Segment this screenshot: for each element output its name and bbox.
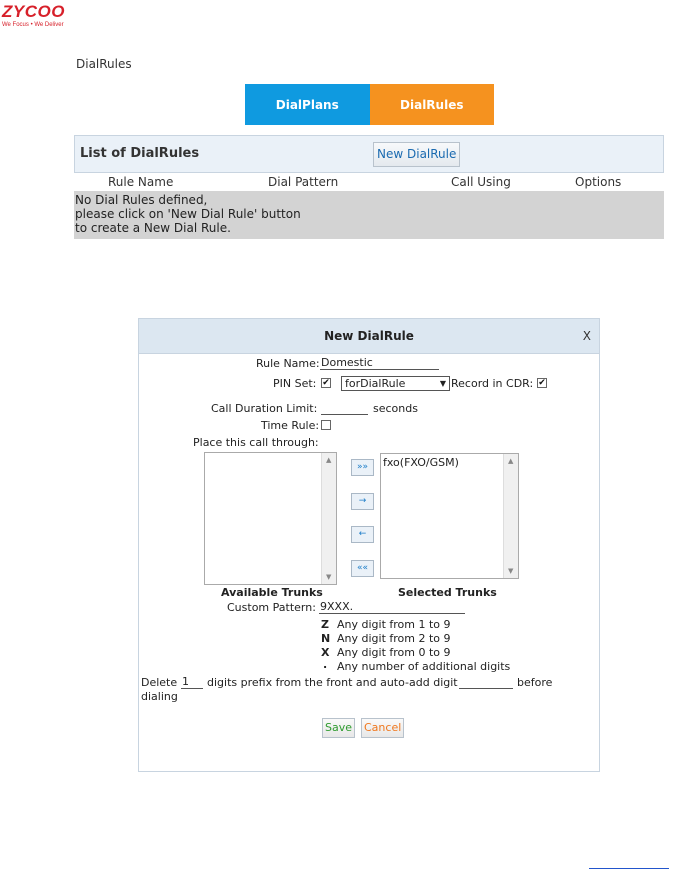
- scrollbar[interactable]: [503, 454, 518, 578]
- pin-set-select[interactable]: [341, 376, 450, 391]
- tab-dialplans[interactable]: DialPlans: [245, 84, 370, 125]
- auto-add-digit-input[interactable]: [459, 675, 513, 689]
- place-call-label: Place this call through:: [193, 436, 319, 449]
- dialog-title-bar: [139, 319, 599, 354]
- table-column-headers: [74, 173, 664, 191]
- dialog-title: New DialRule: [324, 329, 414, 343]
- zycoo-logo: [2, 3, 65, 29]
- legend-desc-dot: Any number of additional digits: [337, 660, 511, 673]
- selected-trunks-caption: Selected Trunks: [398, 586, 497, 599]
- call-duration-input[interactable]: [321, 401, 368, 415]
- scroll-up-icon: ▲: [508, 457, 514, 465]
- close-icon[interactable]: X: [582, 329, 591, 343]
- scroll-up-icon: ▲: [326, 456, 332, 464]
- move-all-left-button[interactable]: ««: [351, 560, 374, 577]
- available-trunks-list[interactable]: [204, 452, 337, 585]
- prefix-text: digits prefix from the front and auto-add digit: [207, 676, 458, 689]
- record-cdr-checkbox[interactable]: ✔: [538, 378, 546, 388]
- tab-dialrules[interactable]: DialRules: [370, 84, 495, 125]
- legend-desc-x: Any digit from 0 to 9: [337, 646, 451, 659]
- tab-bar: [245, 84, 494, 125]
- legend-key-dot: .: [323, 658, 328, 671]
- new-dialrule-dialog: [138, 318, 600, 772]
- rule-name-label: Rule Name:: [256, 357, 320, 370]
- empty-message-line: please click on 'New Dial Rule' button: [75, 207, 301, 221]
- empty-message-line: to create a New Dial Rule.: [75, 221, 231, 235]
- pin-set-select-value: forDialRule: [345, 377, 406, 390]
- save-button[interactable]: Save: [322, 718, 355, 738]
- list-header: [74, 135, 664, 173]
- pin-set-checkbox[interactable]: ✔: [322, 378, 330, 388]
- time-rule-checkbox[interactable]: [321, 420, 331, 430]
- logo-tagline: We Focus • We Deliver: [2, 22, 64, 28]
- column-call-using: Call Using: [451, 175, 511, 189]
- chevron-down-icon: ▼: [439, 379, 446, 388]
- section-label: DialRules: [76, 57, 132, 71]
- legend-key-n: N: [321, 632, 331, 645]
- column-rule-name: Rule Name: [108, 175, 174, 189]
- scroll-down-icon: ▼: [326, 573, 332, 581]
- call-duration-label: Call Duration Limit:: [211, 402, 318, 415]
- dialrules-list-panel: [74, 135, 664, 239]
- record-cdr-label: Record in CDR:: [451, 377, 534, 390]
- delete-digits-input[interactable]: [181, 675, 203, 689]
- pin-set-label: PIN Set:: [273, 377, 317, 390]
- column-options: Options: [575, 175, 622, 189]
- dialing-text: dialing: [141, 690, 178, 703]
- column-dial-pattern: Dial Pattern: [268, 175, 339, 189]
- selected-trunks-list[interactable]: [380, 453, 519, 579]
- move-all-right-button[interactable]: »»: [351, 459, 374, 476]
- before-text: before: [517, 676, 553, 689]
- list-title: List of DialRules: [80, 146, 200, 161]
- custom-pattern-label: Custom Pattern:: [227, 601, 316, 614]
- move-right-button[interactable]: →: [351, 493, 374, 510]
- custom-pattern-input[interactable]: [319, 600, 465, 614]
- available-trunks-caption: Available Trunks: [221, 586, 323, 599]
- move-left-button[interactable]: ←: [351, 526, 374, 543]
- delete-label: Delete: [141, 676, 178, 689]
- empty-list-message: [74, 191, 664, 239]
- empty-message-line: No Dial Rules defined,: [75, 193, 208, 207]
- legend-key-z: Z: [321, 618, 329, 631]
- legend-key-x: X: [321, 646, 330, 659]
- list-item[interactable]: fxo(FXO/GSM): [383, 456, 459, 469]
- rule-name-input[interactable]: [320, 356, 439, 370]
- seconds-label: seconds: [373, 402, 418, 415]
- legend-desc-z: Any digit from 1 to 9: [337, 618, 451, 631]
- time-rule-label: Time Rule:: [261, 419, 320, 432]
- legend-desc-n: Any digit from 2 to 9: [337, 632, 451, 645]
- new-dialrule-button[interactable]: New DialRule: [373, 142, 460, 167]
- scroll-down-icon: ▼: [508, 567, 514, 575]
- scrollbar[interactable]: [321, 453, 336, 584]
- cancel-button[interactable]: Cancel: [361, 718, 404, 738]
- logo-wordmark: ZYCOO: [2, 2, 65, 21]
